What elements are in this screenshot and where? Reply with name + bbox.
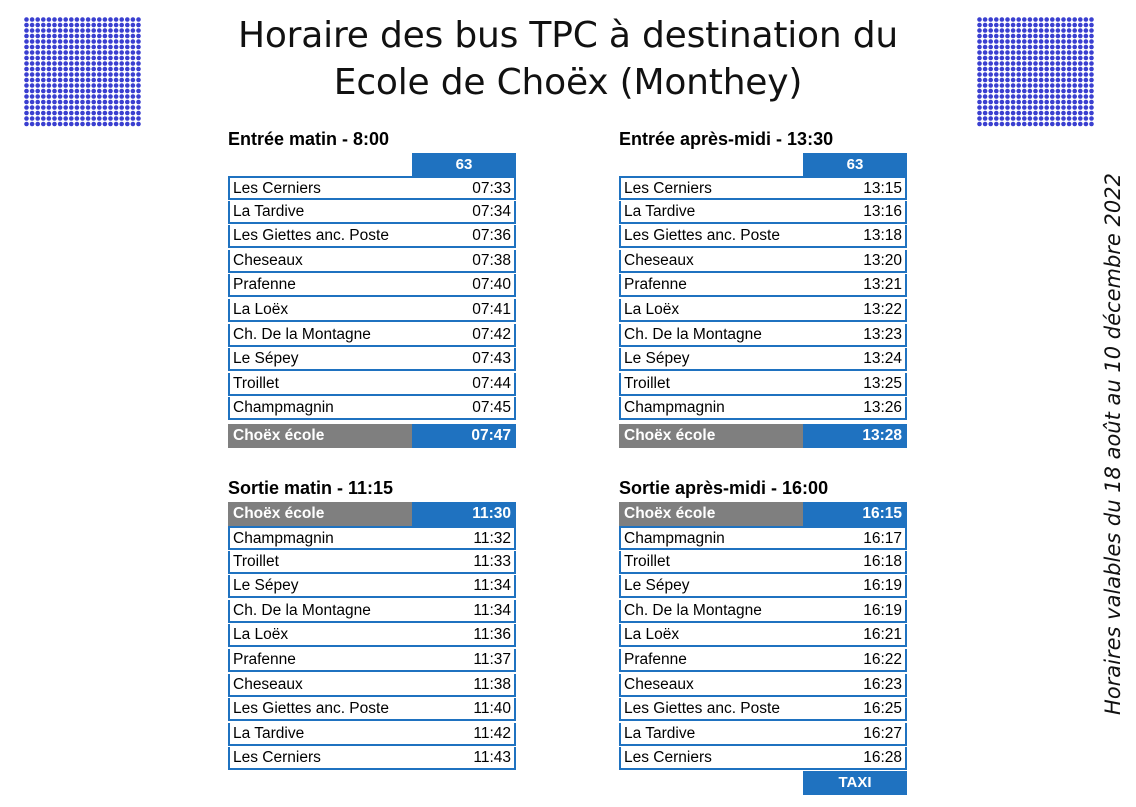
bus-line-header: 63: [803, 153, 907, 176]
stop-time: 07:44: [472, 374, 511, 392]
stop-name: Cheseaux: [233, 251, 303, 269]
stop-time: 07:43: [472, 350, 511, 368]
stop-time: 07:45: [472, 399, 511, 417]
stop-name: La Loëx: [233, 301, 289, 318]
page-title: [200, 12, 936, 106]
table-row: [619, 250, 907, 273]
stop-time: 16:28: [863, 749, 902, 767]
stop-name: La Tardive: [233, 202, 305, 220]
stop-name: Les Cerniers: [624, 749, 712, 767]
stop-time: 16:25: [863, 700, 902, 718]
stop-time: 07:34: [472, 202, 511, 220]
stop-name: Troillet: [624, 374, 670, 392]
stop-time: 13:16: [863, 202, 902, 220]
stop-time: 13:20: [863, 251, 902, 269]
table-row: [619, 551, 907, 574]
stop-name: Les Giettes anc. Poste: [233, 227, 389, 245]
table-row: [228, 575, 516, 598]
table-title: Sortie matin - 11:15: [228, 478, 394, 498]
stop-name: Ch. De la Montagne: [233, 325, 371, 343]
stop-time: 11:40: [473, 700, 511, 718]
stop-name: Les Cerniers: [624, 180, 712, 197]
title-line-2: Ecole de Choëx (Monthey): [333, 62, 803, 103]
stop-name: Prafenne: [624, 276, 687, 294]
stop-time: 16:19: [863, 601, 902, 619]
stop-name: Troillet: [233, 374, 279, 392]
stop-name: Les Cerniers: [233, 180, 321, 197]
stop-name: Les Cerniers: [233, 749, 321, 767]
table-row: [619, 201, 907, 224]
stop-time: 07:42: [472, 325, 511, 343]
stop-time: 16:19: [863, 577, 902, 595]
stop-name: Ch. De la Montagne: [233, 601, 371, 619]
table-row: [228, 674, 516, 697]
stop-time: 11:37: [473, 651, 511, 668]
stop-time: 16:22: [863, 651, 902, 668]
table-row: [228, 698, 516, 721]
table-row: [228, 624, 516, 647]
stop-name: Champmagnin: [233, 530, 334, 547]
table-row: [228, 600, 516, 623]
stop-time: 07:33: [472, 180, 511, 197]
stop-time: 13:24: [863, 350, 902, 368]
school-row: [619, 424, 907, 448]
stop-time: 07:41: [472, 301, 511, 318]
stop-time: 11:38: [473, 675, 511, 693]
table-row: [619, 698, 907, 721]
table-row: [619, 723, 907, 746]
stop-time: 11:34: [473, 601, 511, 619]
stop-name: Champmagnin: [624, 399, 725, 417]
stop-name: Le Sépey: [624, 350, 690, 368]
table-row: [228, 348, 516, 371]
table-row: [619, 324, 907, 347]
stop-time: 13:25: [863, 374, 902, 392]
stop-time: 07:40: [472, 276, 511, 294]
table-row: [228, 250, 516, 273]
table-row: [228, 551, 516, 574]
stop-name: Troillet: [233, 552, 279, 570]
stop-name: Prafenne: [233, 276, 296, 294]
table-row: [228, 324, 516, 347]
stop-time: 16:18: [863, 552, 902, 570]
table-row: [619, 575, 907, 598]
stop-name: La Loëx: [233, 626, 289, 644]
stop-time: 13:22: [863, 301, 902, 318]
table-row: [619, 600, 907, 623]
stop-name: Cheseaux: [624, 675, 694, 693]
stop-time: 16:17: [863, 530, 902, 547]
stop-name: Ch. De la Montagne: [624, 325, 762, 343]
school-row: [228, 424, 516, 448]
stop-time: 13:26: [863, 399, 902, 417]
table-row: [228, 225, 516, 248]
stop-time: 16:15: [862, 505, 902, 522]
table-row: [619, 526, 907, 550]
bus-line-header: 63: [412, 153, 516, 176]
title-line-1: Horaire des bus TPC à destination du: [237, 15, 899, 56]
table-row: [228, 373, 516, 396]
school-row: [619, 502, 907, 526]
dot-grid-decoration-left: [24, 17, 142, 127]
stop-time: 07:38: [472, 251, 511, 269]
stop-time: 16:21: [863, 626, 902, 644]
stop-name: Choëx école: [624, 505, 716, 522]
table-row: [619, 274, 907, 297]
table-row: [228, 723, 516, 746]
stop-name: Les Giettes anc. Poste: [624, 227, 780, 245]
stop-name: Choëx école: [233, 505, 325, 522]
stop-time: 11:36: [473, 626, 511, 644]
table-row: [619, 747, 907, 770]
taxi-footer: TAXI: [803, 771, 907, 795]
stop-name: La Tardive: [624, 202, 696, 220]
stop-time: 07:47: [471, 427, 511, 444]
stop-name: La Tardive: [233, 724, 305, 742]
dot-grid-decoration-right: [977, 17, 1095, 127]
table-row: [619, 649, 907, 672]
table-row: [619, 397, 907, 420]
stop-name: Choëx école: [233, 427, 325, 444]
validity-note: Horaires valables du 18 août au 10 décembre 2022: [1101, 173, 1125, 715]
stop-time: 11:42: [473, 724, 511, 742]
stop-time: 13:18: [863, 227, 902, 245]
table-row: [228, 299, 516, 322]
table-row: [619, 225, 907, 248]
stop-time: 11:33: [473, 552, 511, 570]
stop-name: Ch. De la Montagne: [624, 601, 762, 619]
school-row: [228, 502, 516, 526]
table-row: [619, 348, 907, 371]
table-row: [619, 299, 907, 322]
stop-time: 11:34: [473, 577, 511, 595]
stop-time: 11:43: [473, 749, 511, 767]
stop-name: Cheseaux: [624, 251, 694, 269]
table-row: [619, 176, 907, 200]
stop-name: Champmagnin: [233, 399, 334, 417]
stop-name: Troillet: [624, 552, 670, 570]
stop-name: Le Sépey: [233, 350, 299, 368]
stop-name: Choëx école: [624, 427, 716, 444]
table-row: [228, 526, 516, 550]
stop-time: 11:32: [473, 530, 511, 547]
table-row: [228, 201, 516, 224]
table-row: [619, 373, 907, 396]
stop-name: Prafenne: [233, 651, 296, 668]
stop-time: 07:36: [472, 227, 511, 245]
stop-name: Le Sépey: [233, 577, 299, 595]
stop-time: 13:21: [863, 276, 902, 294]
table-row: [228, 274, 516, 297]
table-row: [228, 649, 516, 672]
stop-time: 13:28: [862, 427, 902, 444]
stop-time: 13:15: [863, 180, 902, 197]
stop-name: La Loëx: [624, 626, 680, 644]
stop-name: La Tardive: [624, 724, 696, 742]
table-title: Sortie après-midi - 16:00: [619, 478, 829, 498]
stop-name: Cheseaux: [233, 675, 303, 693]
table-title: Entrée matin - 8:00: [228, 129, 390, 149]
table-title: Entrée après-midi - 13:30: [619, 129, 834, 149]
stop-time: 11:30: [472, 505, 511, 522]
stop-name: Les Giettes anc. Poste: [624, 700, 780, 718]
stop-name: La Loëx: [624, 301, 680, 318]
table-row: [228, 176, 516, 200]
stop-name: Les Giettes anc. Poste: [233, 700, 389, 718]
table-row: [619, 674, 907, 697]
table-row: [228, 747, 516, 770]
stop-name: Champmagnin: [624, 530, 725, 547]
table-row: [619, 624, 907, 647]
stop-time: 13:23: [863, 325, 902, 343]
stop-name: Prafenne: [624, 651, 687, 668]
stop-time: 16:23: [863, 675, 902, 693]
table-row: [228, 397, 516, 420]
stop-name: Le Sépey: [624, 577, 690, 595]
stop-time: 16:27: [863, 724, 902, 742]
